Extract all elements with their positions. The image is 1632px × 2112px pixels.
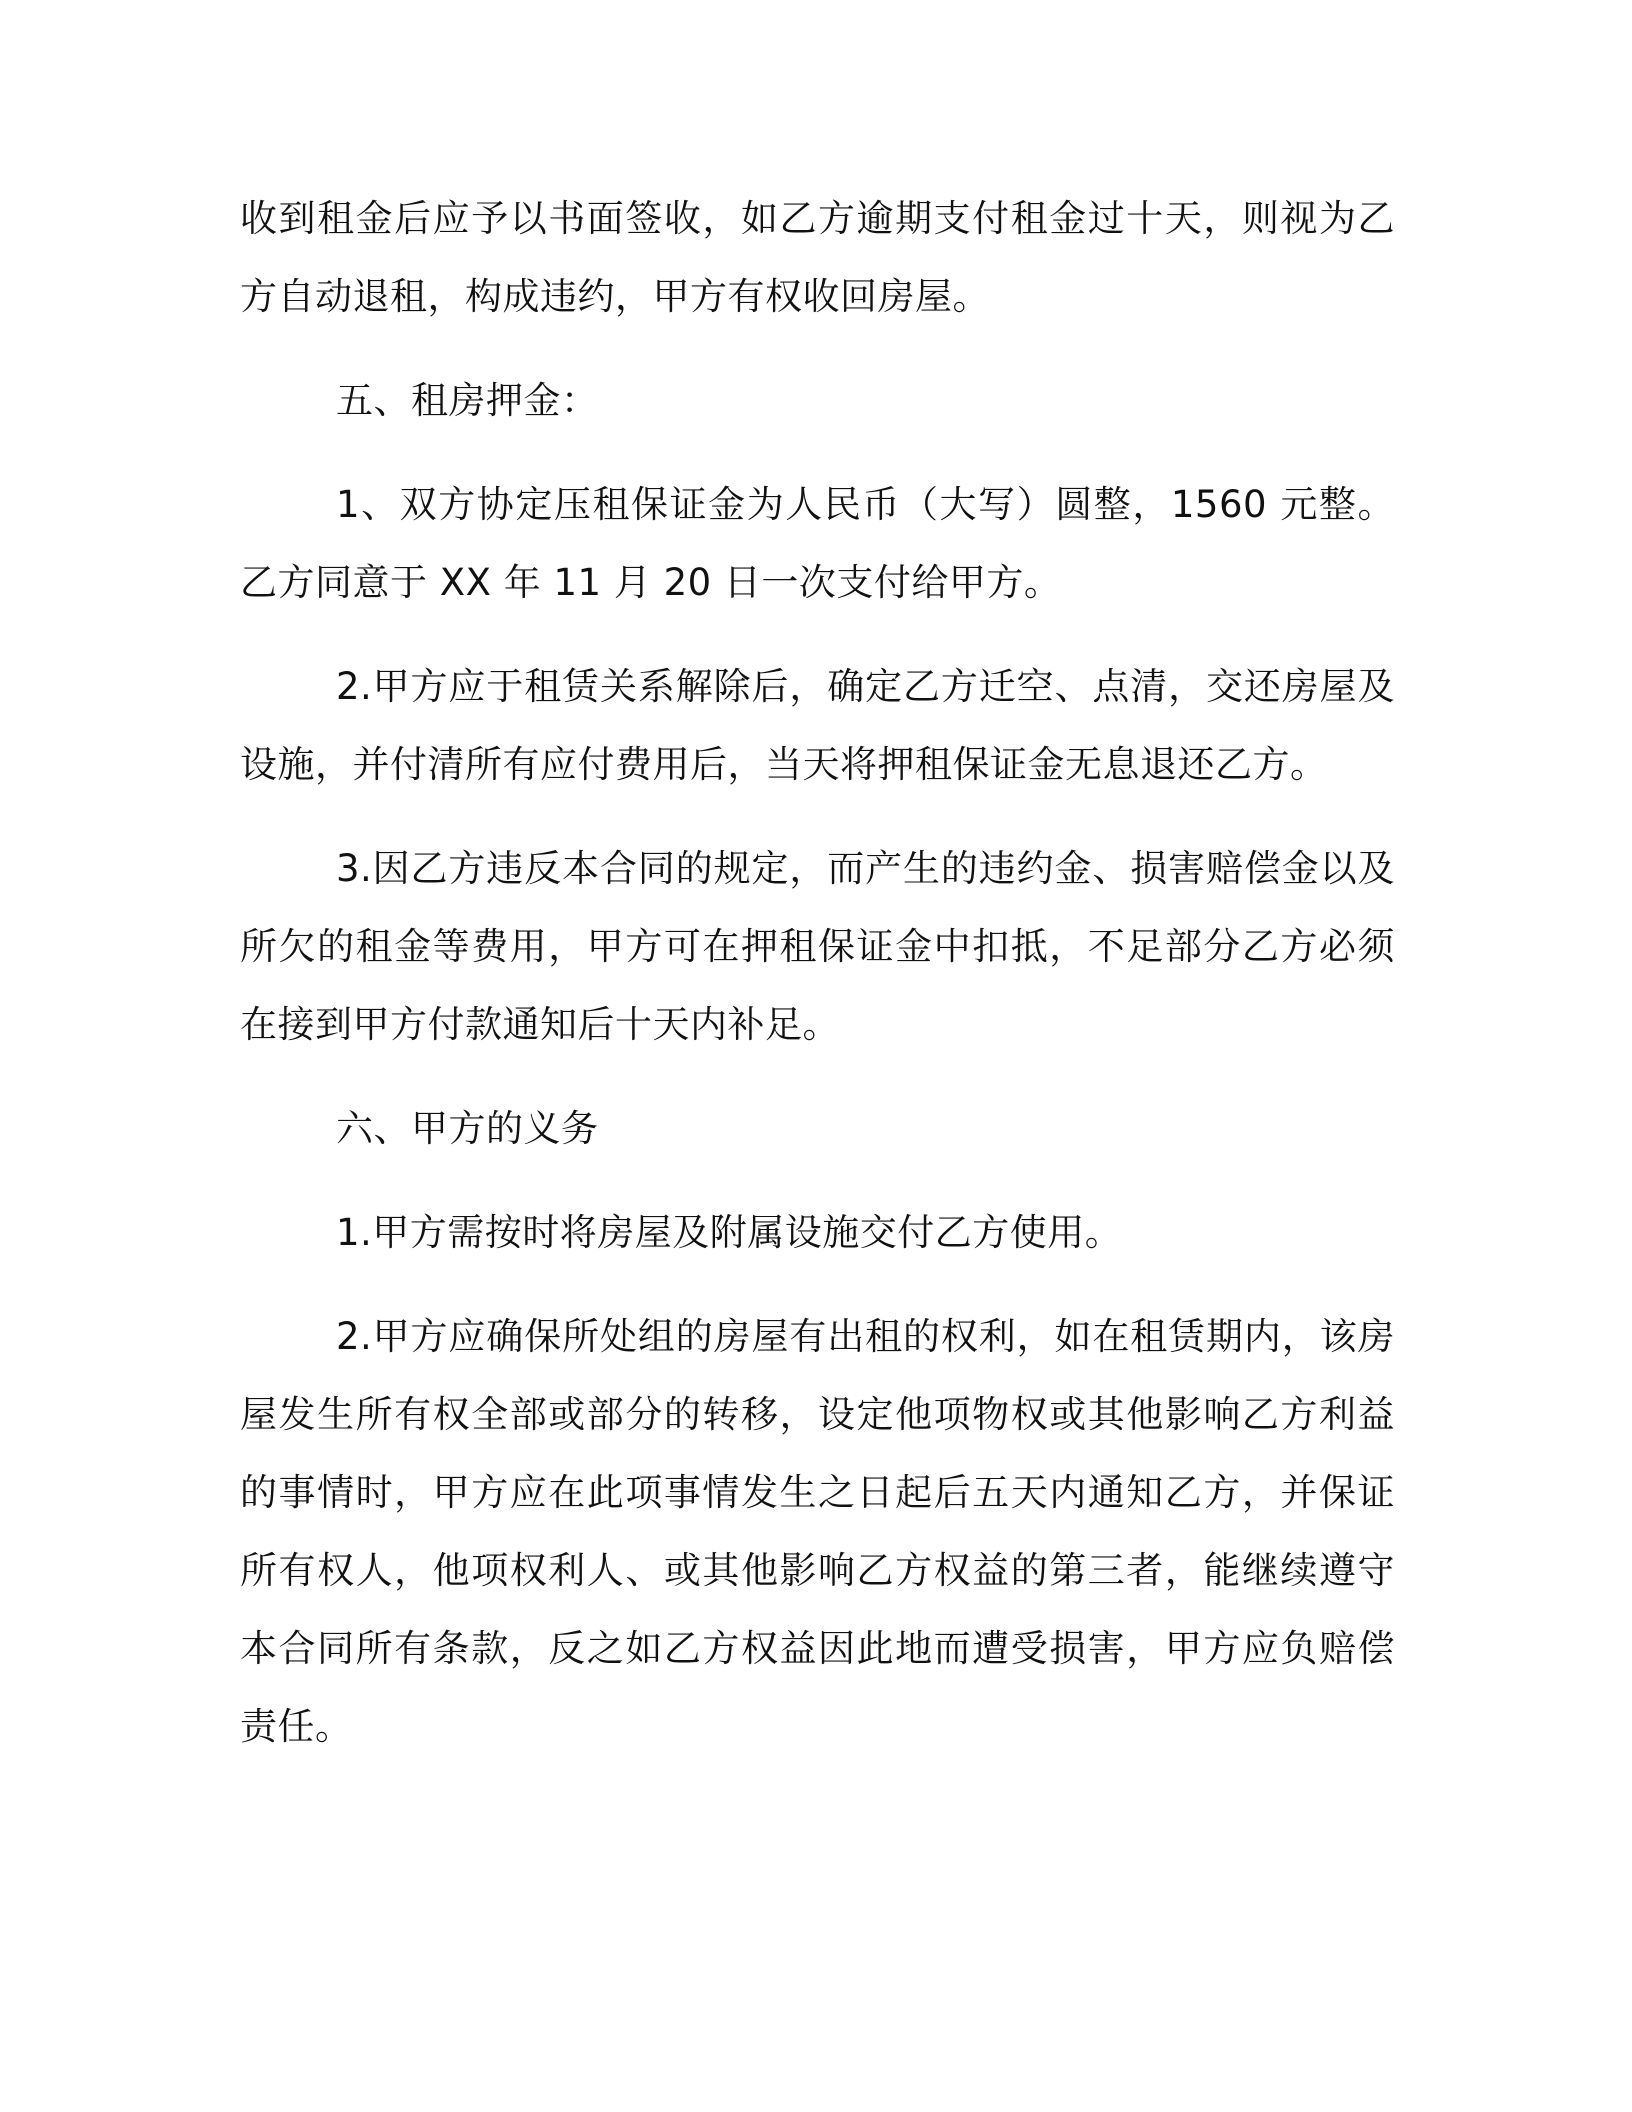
- paragraph-deposit-amount: 1、双方协定压租保证金为人民币（大写）圆整，1560 元整。乙方同意于 XX 年 11 月 20 日一次支付给甲方。: [240, 483, 1395, 604]
- heading-section-five-deposit: 五、租房押金：: [336, 379, 599, 422]
- paragraph-deposit-deduction: 3.因乙方违反本合同的规定，而产生的违约金、损害赔偿金以及所欠的租金等费用，甲方可在押租保证金中扣抵，不足部分乙方必须在接到甲方付款通知后十天内补足。: [240, 847, 1395, 1046]
- paragraph-obligation-ownership: 2.甲方应确保所处组的房屋有出租的权利，如在租赁期内，该房屋发生所有权全部或部分的转移，设定他项物权或其他影响乙方利益的事情时，甲方应在此项事情发生之日起后五天内通知乙方，并保证所有权人，他项权利人、或其他影响乙方权益的第三者，能继续遵守本合同所有条款，反之如乙方权益因此地而遭受损害，甲方应负赔偿责任。: [240, 1315, 1395, 1748]
- paragraph-deposit-refund: 2.甲方应于租赁关系解除后，确定乙方迁空、点清，交还房屋及设施，并付清所有应付费用后，当天将押租保证金无息退还乙方。: [240, 665, 1395, 786]
- heading-section-six-obligations: 六、甲方的义务: [336, 1107, 599, 1150]
- paragraph-rent-receipt: 收到租金后应予以书面签收，如乙方逾期支付租金过十天，则视为乙方自动退租，构成违约，甲方有权收回房屋。: [240, 197, 1395, 318]
- paragraph-obligation-delivery: 1.甲方需按时将房屋及附属设施交付乙方使用。: [336, 1211, 1123, 1254]
- document-body: [240, 180, 1395, 1766]
